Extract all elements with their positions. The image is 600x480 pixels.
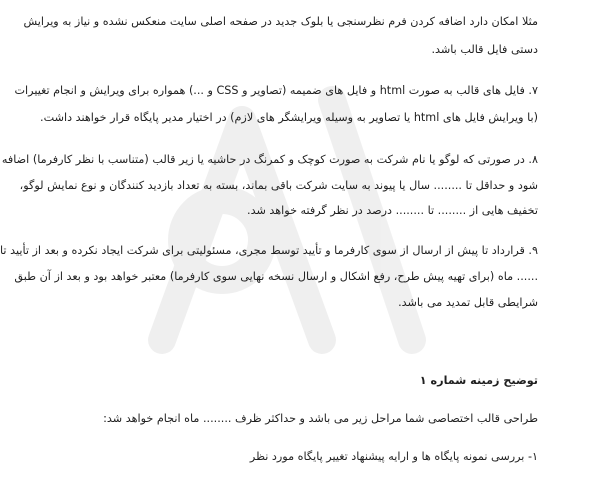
paragraph-9-line-1: ۹. قرارداد تا پیش از ارسال از سوی کارفرما و تأیید توسط مجری، مسئولیتی برای شرکت ایجاد نکرده و بعد از تأیید تا [0,244,538,257]
paragraph-6-line-2: دستی فایل قالب باشد. [431,43,538,56]
paragraph-7-line-1: ۷. فایل های قالب به صورت html و فایل های ضمیمه (تصاویر و CSS و ...) همواره برای ویرایش و انجام تغییرات [14,84,538,97]
section-intro: طراحی قالب اختصاصی شما مراحل زیر می باشد و حداکثر ظرف ........ ماه انجام خواهد شد: [103,412,538,425]
section-heading: توضیح زمینه شماره ۱ [419,374,538,387]
paragraph-9-line-3: شرایطی قابل تمدید می باشد. [398,296,538,309]
paragraph-8-line-2: شود و حداقل تا ........ سال یا پیوند به سایت شرکت باقی بماند، بسته به تعداد بازدید کنندگان و نوع نمایش لوگو، [19,179,538,192]
paragraph-7-line-2: (با ویرایش فایل های html یا تصاویر به وسیله ویرایشگر های لازم) در اختیار مدیر پایگاه قرار خواهند داشت. [40,111,538,124]
paragraph-9-line-2: ...... ماه (برای تهیه پیش طرح، رفع اشکال و ارسال نسخه نهایی سوی کارفرما) معتبر خواهد بود و بعد از آن طبق [14,270,538,283]
section-item-1: ۱- بررسی نمونه پایگاه ها و ارایه پیشنهاد تغییر پایگاه مورد نظر [249,450,538,463]
paragraph-8-line-3: تخفیف هایی از ........ تا ........ درصد در نظر گرفته خواهد شد. [247,204,538,217]
paragraph-6-line-1: مثلا امکان دارد اضافه کردن فرم نظرسنجی یا بلوک جدید در صفحه اصلی سایت منعکس نشده و نیاز به ویرایش [23,15,538,28]
paragraph-8-line-1: ۸. در صورتی که لوگو یا نام شرکت به صورت کوچک و کمرنگ در حاشیه یا زیر قالب (متناسب با نظر کارفرما) اضافه [1,153,538,166]
